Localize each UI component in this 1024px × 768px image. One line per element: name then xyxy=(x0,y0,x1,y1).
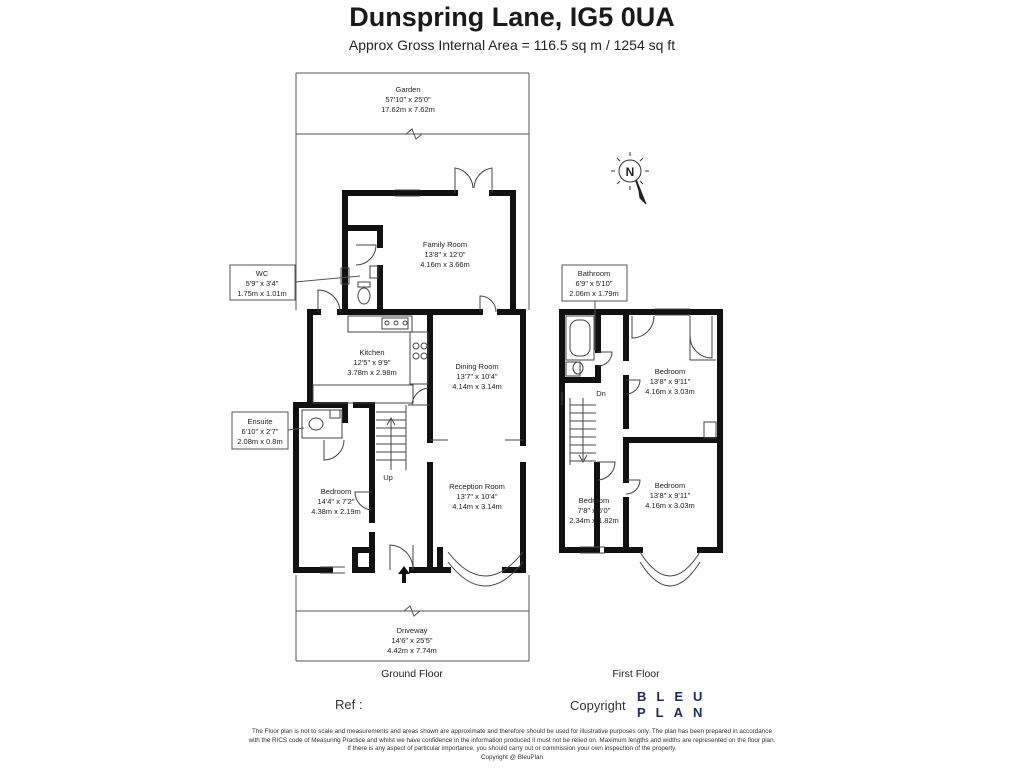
kitchen-imperial: 12'5" x 9'9" xyxy=(353,358,391,367)
ensuite-imperial: 6'10" x 2'7" xyxy=(241,427,279,436)
garden-metric: 17.62m x 7.62m xyxy=(381,105,435,114)
bedroom-ground-metric: 4.38m x 2.19m xyxy=(311,507,361,516)
gross-area-subtitle: Approx Gross Internal Area = 116.5 sq m / 1254 sq ft xyxy=(348,37,676,53)
driveway-imperial: 14'6" x 25'5" xyxy=(391,636,433,645)
garden-name: Garden xyxy=(395,85,421,94)
bedroom-ground-imperial: 14'4" x 7'2" xyxy=(317,497,355,506)
stairs-down-label: Dn xyxy=(596,389,606,398)
bedroom-back-imperial: 13'8" x 9'11" xyxy=(649,377,691,386)
bathroom-imperial: 6'9" x 5'10" xyxy=(575,279,613,288)
first-floor-fixtures xyxy=(562,309,716,586)
reception-room-name: Reception Room xyxy=(449,482,505,491)
page-title: Dunspring Lane, IG5 0UA xyxy=(349,2,675,32)
wc-metric: 1.75m x 1.01m xyxy=(237,289,287,298)
wc-imperial: 5'9" x 3'4" xyxy=(245,279,279,288)
disclaimer-line-3: If there is any aspect of particular importance, you should carry out or commission your own inspection of the property. xyxy=(347,745,677,753)
bedroom-front-imperial: 13'8" x 9'11" xyxy=(649,491,691,500)
ensuite-name: Ensuite xyxy=(247,417,273,426)
bedroom-front-metric: 4.16m x 3.03m xyxy=(645,501,695,510)
dining-room-imperial: 13'7" x 10'4" xyxy=(456,372,498,381)
copyright-label: Copyright xyxy=(570,698,626,713)
driveway-name: Driveway xyxy=(396,626,428,635)
bedroom-small-name: Bedroom xyxy=(578,496,610,505)
family-room-name: Family Room xyxy=(422,240,468,249)
reception-room-metric: 4.14m x 3.14m xyxy=(452,502,502,511)
bathroom-name: Bathroom xyxy=(577,269,611,278)
ground-floor-label: Ground Floor xyxy=(381,668,443,680)
ensuite-metric: 2.08m x 0.8m xyxy=(237,437,283,446)
disclaimer-text xyxy=(200,728,824,762)
bleuplan-logo xyxy=(637,689,712,721)
kitchen-metric: 3.78m x 2.98m xyxy=(347,368,397,377)
family-room-metric: 4.16m x 3.66m xyxy=(420,260,470,269)
garden-imperial: 57'10" x 25'0" xyxy=(385,95,431,104)
bathroom-metric: 2.06m x 1.79m xyxy=(569,289,619,298)
bedroom-ground-name: Bedroom xyxy=(320,487,352,496)
stairs-up-label: Up xyxy=(383,473,393,482)
logo-line-1: BLEU xyxy=(637,689,713,704)
entrance-arrow-icon xyxy=(398,566,410,583)
wc-name: WC xyxy=(255,269,269,278)
disclaimer-line-1: The Floor plan is not to scale and measurements and areas shown are approximate and therefore should be used for illustrative purposes only. The plan has been prepared in accordance xyxy=(252,728,772,735)
dining-room-name: Dining Room xyxy=(455,362,499,371)
logo-line-2: PLAN xyxy=(637,705,713,720)
disclaimer-line-4: Copyright @ BleuPlan xyxy=(480,753,544,761)
bedroom-back-metric: 4.16m x 3.03m xyxy=(645,387,695,396)
bedroom-front-name: Bedroom xyxy=(654,481,686,490)
disclaimer-line-2: with the RICS code of Measuring Practice and whilst we have confidence in the information produced it must not be relied on. Maximum lengths and widths are represented on the floor plan. xyxy=(248,736,776,744)
bedroom-small-imperial: 7'8" x 6'0" xyxy=(577,506,611,515)
compass-north-label: N xyxy=(625,165,635,179)
driveway-metric: 4.42m x 7.74m xyxy=(387,646,437,655)
bedroom-small-metric: 2.34m x 1.82m xyxy=(569,516,619,525)
family-room-imperial: 13'8" x 12'0" xyxy=(424,250,466,259)
bedroom-back-name: Bedroom xyxy=(654,367,686,376)
dining-room-metric: 4.14m x 3.14m xyxy=(452,382,502,391)
ref-label: Ref : xyxy=(335,697,363,712)
first-floor-label: First Floor xyxy=(612,668,660,680)
reception-room-imperial: 13'7" x 10'4" xyxy=(456,492,498,501)
kitchen-name: Kitchen xyxy=(359,348,385,357)
